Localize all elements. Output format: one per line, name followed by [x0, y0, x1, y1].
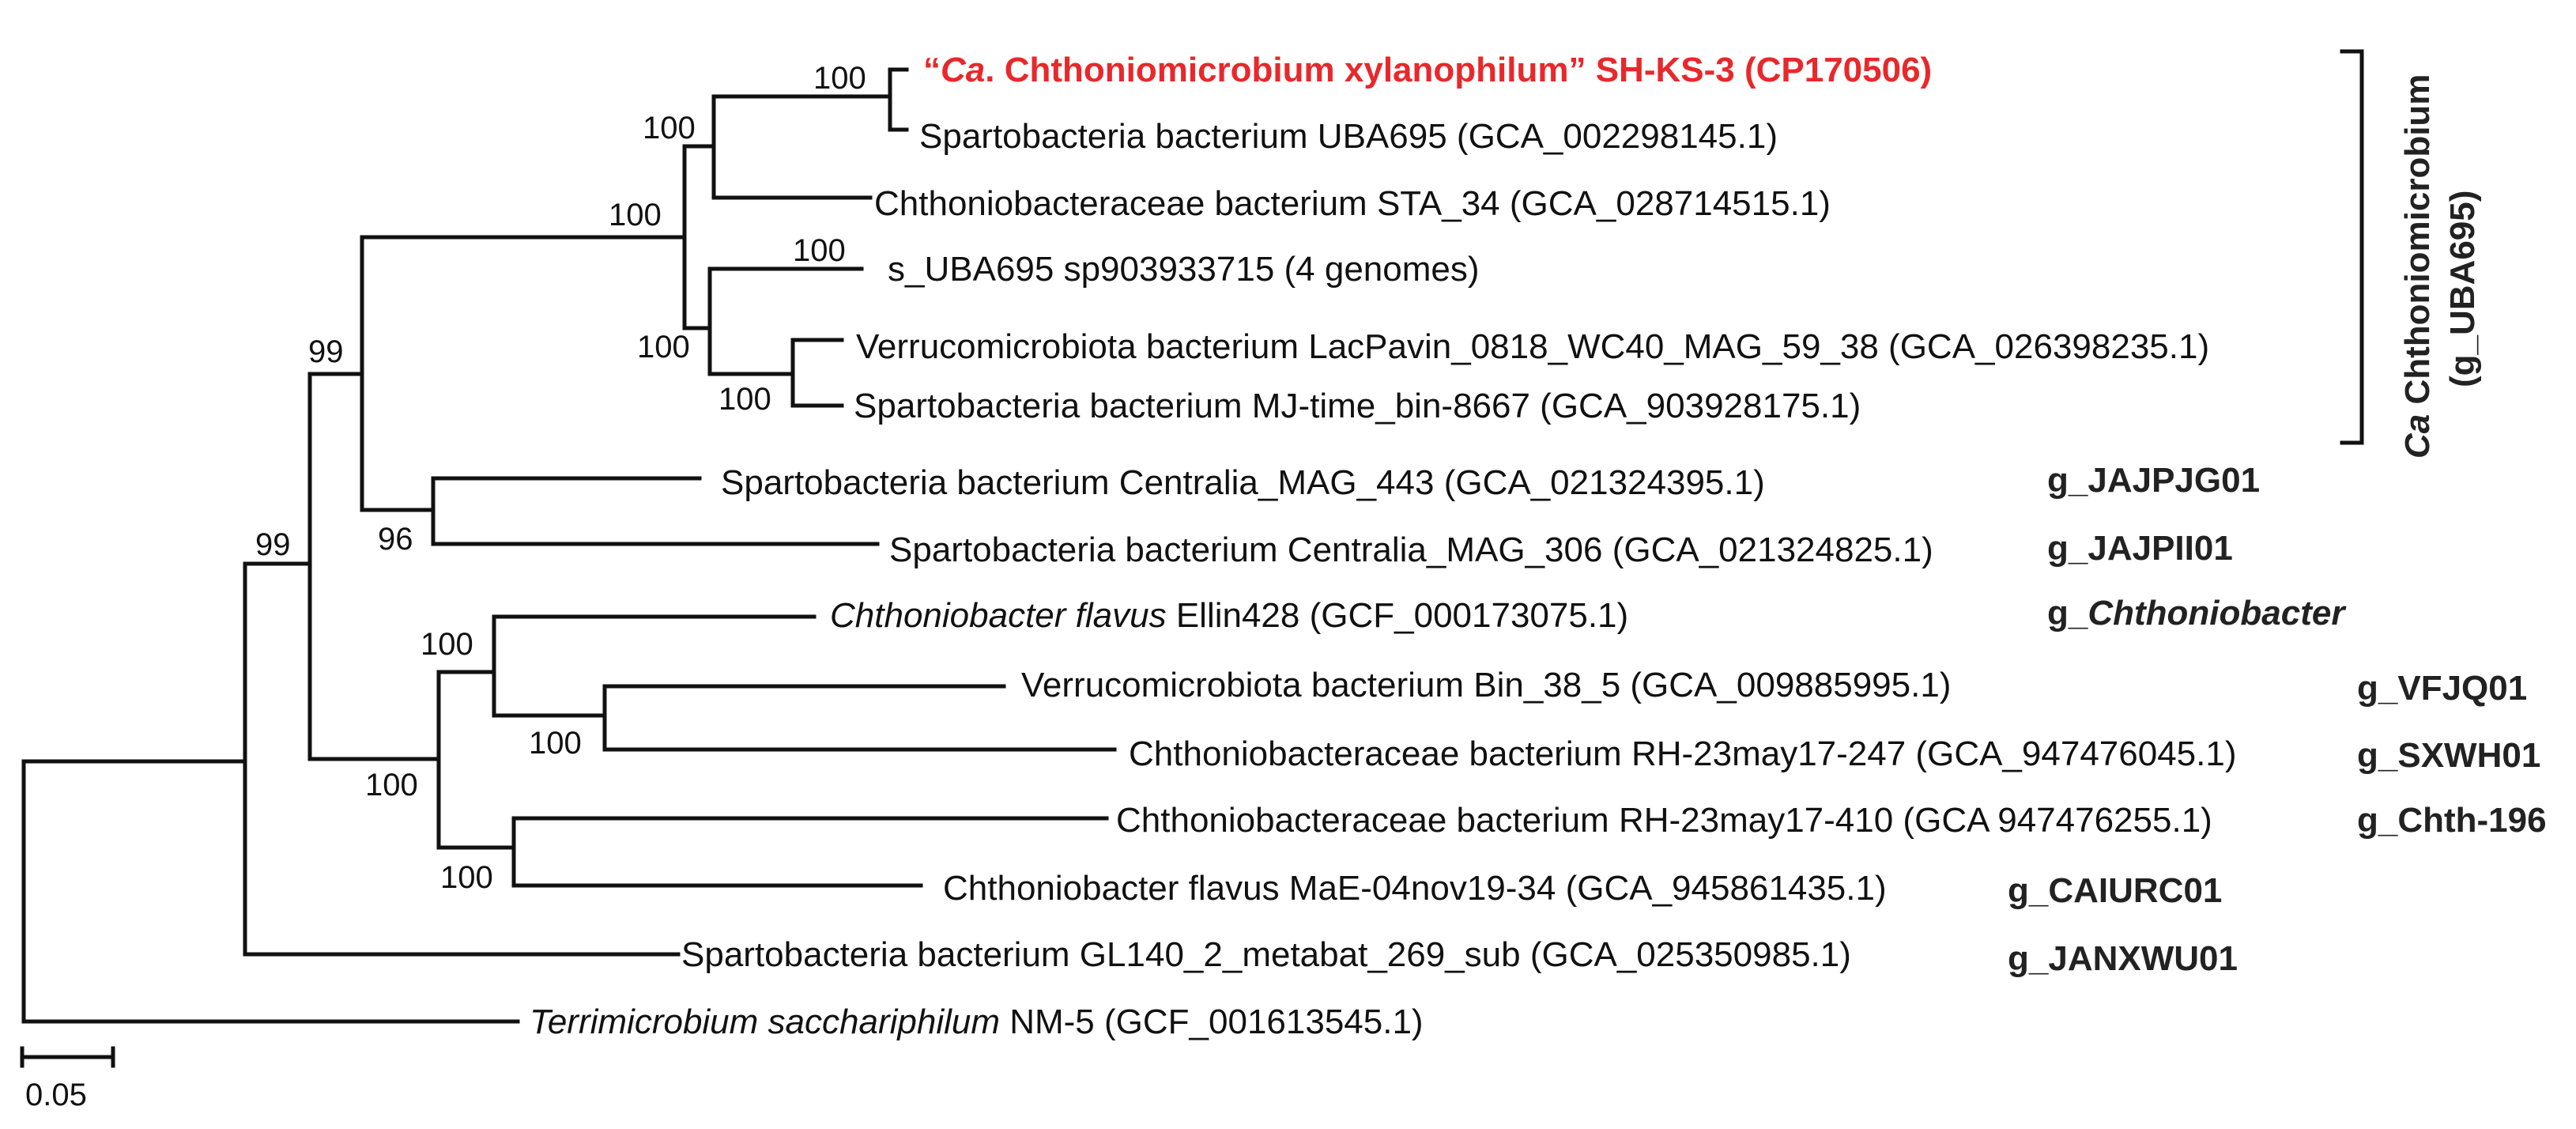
clade-candidatus-abbrev: Ca: [2398, 413, 2437, 459]
clade-sublabel: (g_UBA695): [2443, 190, 2482, 387]
taxon-label-centralia-306: Spartobacteria bacterium Centralia_MAG_306 (GCA_021324825.1): [889, 531, 1933, 569]
branch-n625: [494, 617, 605, 716]
branch-n898: [710, 269, 793, 374]
bootstrap-value: 100: [609, 198, 662, 232]
taxon-label-sta34: Chthoniobacteraceae bacterium STA_34 (GCA_028714515.1): [874, 184, 1831, 223]
bootstrap-value: 100: [440, 860, 493, 895]
bootstrap-value: 100: [421, 627, 473, 662]
bootstrap-value: 100: [718, 382, 771, 417]
genus-label-sxwh01: g_SXWH01: [2357, 736, 2541, 775]
genus-label-chthoniobacter: [2047, 594, 2347, 632]
genus-label-caiurc01: g_CAIURC01: [2008, 871, 2223, 910]
branch-n650: [514, 818, 921, 885]
taxon-italic-name: Chthoniobacter flavus: [830, 596, 1167, 635]
taxon-label-mae-04nov19: Chthoniobacter flavus MaE-04nov19-34 (GCA_945861435.1): [943, 869, 1887, 908]
taxon-candidatus-abbrev: Ca: [941, 51, 986, 89]
root-branch: [24, 761, 245, 1021]
bootstrap-value: 100: [643, 111, 696, 145]
taxon-strain: Ellin428 (GCF_000173075.1): [1166, 596, 1629, 635]
taxon-label-mj-time: Spartobacteria bacterium MJ-time_bin-8667 (GCA_903928175.1): [854, 387, 1861, 425]
clade-label: [2398, 74, 2437, 459]
taxon-label-lacpavin: Verrucomicrobiota bacterium LacPavin_0818_WC40_MAG_59_38 (GCA_026398235.1): [856, 327, 2210, 366]
bootstrap-value: 100: [529, 726, 582, 761]
bootstrap-value: 100: [793, 233, 846, 268]
taxon-label-uba695: Spartobacteria bacterium UBA695 (GCA_002298145.1): [919, 117, 1778, 156]
genus-label-janxwu01: g_JANXWU01: [2008, 939, 2238, 978]
genus-prefix: g_: [2047, 594, 2088, 632]
branch-n1003: [793, 340, 842, 406]
taxon-label-rh-410: Chthoniobacteraceae bacterium RH-23may17-410 (GCA 947476255.1): [1116, 801, 2212, 840]
taxon-label-rh-247: Chthoniobacteraceae bacterium RH-23may17-247 (GCA_947476045.1): [1129, 734, 2237, 773]
bootstrap-value: 100: [813, 61, 866, 96]
bootstrap-value: 100: [637, 330, 690, 364]
taxon-label-centralia-443: Spartobacteria bacterium Centralia_MAG_443 (GCA_021324395.1): [721, 463, 1765, 502]
branch-n392: [310, 374, 439, 759]
genus-italic-name: Chthoniobacter: [2088, 594, 2345, 632]
taxon-italic-name: Terrimicrobium sacchariphilum: [530, 1003, 1000, 1041]
genus-label-jajpii01: g_JAJPII01: [2047, 529, 2233, 568]
genus-label-vfjq01: g_VFJQ01: [2357, 669, 2528, 708]
taxon-label-sh-ks-3: [923, 51, 1932, 89]
taxon-label-terrimicrobium: [530, 1003, 1424, 1041]
genus-label-chth-196: g_Chth-196: [2357, 801, 2547, 840]
scale-bar-label: 0.05: [25, 1078, 87, 1112]
branch-n866: [685, 146, 710, 328]
genus-label-jajpjg01: g_JAJPJG01: [2047, 461, 2261, 500]
taxon-label-ellin428: [830, 596, 1628, 635]
taxon-label-bin38-5: Verrucomicrobiota bacterium Bin_38_5 (GCA_009885995.1): [1021, 666, 1952, 704]
branch-n555: [439, 672, 514, 848]
taxon-label-gl140: Spartobacteria bacterium GL140_2_metabat_269_sub (GCA_025350985.1): [681, 935, 1851, 974]
branch-n1126: [890, 70, 907, 130]
branch-n458: [362, 237, 433, 510]
branch-n903: [714, 96, 870, 198]
taxon-highlight-name: . Chthoniomicrobium xylanophilum” SH-KS-3 (CP170506): [985, 51, 1933, 89]
taxon-label-s-uba695: s_UBA695 sp903933715 (4 genomes): [888, 250, 1480, 289]
bootstrap-value: 96: [378, 522, 413, 557]
taxon-quote-open: “: [923, 51, 941, 89]
bootstrap-value: 99: [255, 527, 291, 562]
taxon-strain: NM-5 (GCF_001613545.1): [1000, 1003, 1424, 1041]
genus-annotations: [2008, 74, 2547, 978]
clade-genus-name: Chthoniomicrobium: [2398, 74, 2437, 414]
bootstrap-value: 99: [308, 334, 344, 369]
clade-bracket: [2342, 51, 2362, 443]
bootstrap-value: 100: [365, 768, 418, 802]
